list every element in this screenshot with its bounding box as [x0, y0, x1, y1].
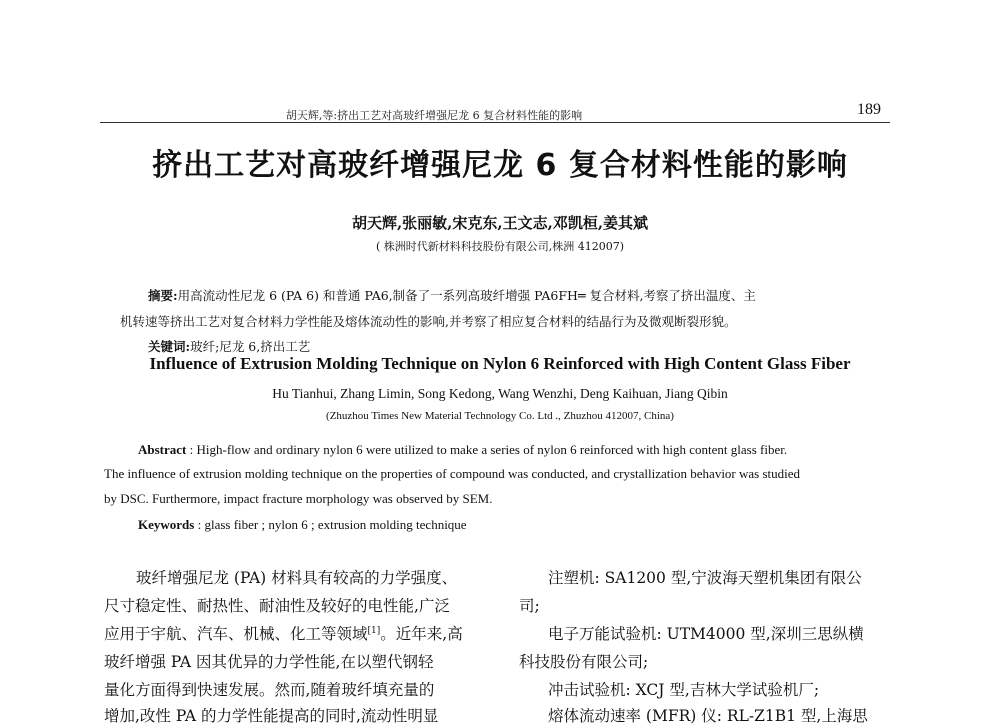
abstract-cn-line1: [148, 286, 756, 304]
body-right-line1: 注塑机: SA1200 型,宁波海天塑机集团有限公: [548, 569, 862, 587]
body-left-line5: 量化方面得到快速发展。然而,随着玻纤填充量的: [104, 681, 435, 699]
body-left-line2: 尺寸稳定性、耐热性、耐油性及较好的电性能,广泛: [104, 597, 450, 615]
keywords-en-text: : glass fiber ; nylon 6 ; extrusion molding technique: [194, 517, 467, 532]
authors-cn: 胡天辉,张丽敏,宋克东,王文志,邓凯桓,姜其斌: [351, 214, 649, 232]
keywords-cn-text: 玻纤;尼龙 6,挤出工艺: [190, 339, 311, 354]
abstract-en-line1: [138, 442, 787, 458]
abstract-cn-text-1: 用高流动性尼龙 6 (PA 6) 和普通 PA6,制备了一系列高玻纤增强 PA6FH═ 复合材料,考察了挤出温度、主: [177, 288, 756, 303]
abstract-en-line3: by DSC. Furthermore, impact fracture morphology was observed by SEM.: [104, 491, 493, 506]
keywords-en-line: [138, 517, 467, 533]
running-head: 胡天辉,等:挤出工艺对高玻纤增强尼龙 6 复合材料性能的影响: [285, 109, 583, 122]
abstract-en-label: Abstract: [138, 442, 187, 457]
body-right-line6: 熔体流动速率 (MFR) 仪: RL-Z1B1 型,上海思: [548, 707, 868, 725]
abstract-en-line2: The influence of extrusion molding technique on the properties of compound was conducted, and crystallization behavior was studied: [104, 466, 801, 481]
keywords-cn-label: 关键词:: [148, 339, 191, 354]
body-left-line3b: 。近年来,高: [380, 625, 463, 643]
abstract-cn-label: 摘要:: [148, 288, 178, 303]
body-right-line2: 司;: [519, 597, 540, 615]
body-right-line3: 电子万能试验机: UTM4000 型,深圳三思纵横: [548, 625, 864, 643]
body-left-line3a: 应用于宇航、汽车、机械、化工等领域: [104, 625, 368, 643]
citation-ref: [1]: [367, 625, 381, 636]
header-rule: [100, 122, 890, 123]
title-en: Influence of Extrusion Molding Technique on Nylon 6 Reinforced with High Content Glass Fiber: [149, 354, 851, 373]
body-left-line4: 玻纤增强 PA 因其优异的力学性能,在以塑代钢轻: [104, 653, 434, 671]
page-number: 189: [857, 101, 881, 118]
abstract-en-text-1: : High-flow and ordinary nylon 6 were utilized to make a series of nylon 6 reinforced with high content glass fiber.: [186, 442, 788, 457]
body-right-line5: 冲击试验机: XCJ 型,吉林大学试验机厂;: [548, 681, 820, 699]
affiliation-cn: ( 株洲时代新材料科技股份有限公司,株洲 412007): [375, 240, 625, 253]
authors-en: Hu Tianhui, Zhang Limin, Song Kedong, Wang Wenzhi, Deng Kaihuan, Jiang Qibin: [272, 386, 728, 401]
body-left-line3: [104, 622, 463, 644]
body-right-line4: 科技股份有限公司;: [519, 653, 649, 671]
keywords-en-label: Keywords: [138, 517, 195, 532]
keywords-cn-line: [148, 337, 310, 355]
title-cn: 挤出工艺对高玻纤增强尼龙 6 复合材料性能的影响: [152, 148, 848, 183]
abstract-cn-line2: 机转速等挤出工艺对复合材料力学性能及熔体流动性的影响,并考察了相应复合材料的结晶行为及微观断裂形貌。: [120, 314, 737, 329]
affiliation-en: (Zhuzhou Times New Material Technology Co. Ltd ., Zhuzhou 412007, China): [326, 410, 674, 422]
body-left-line6: 增加,改性 PA 的力学性能提高的同时,流动性明显: [104, 707, 439, 725]
body-left-line1: 玻纤增强尼龙 (PA) 材料具有较高的力学强度、: [136, 569, 458, 587]
